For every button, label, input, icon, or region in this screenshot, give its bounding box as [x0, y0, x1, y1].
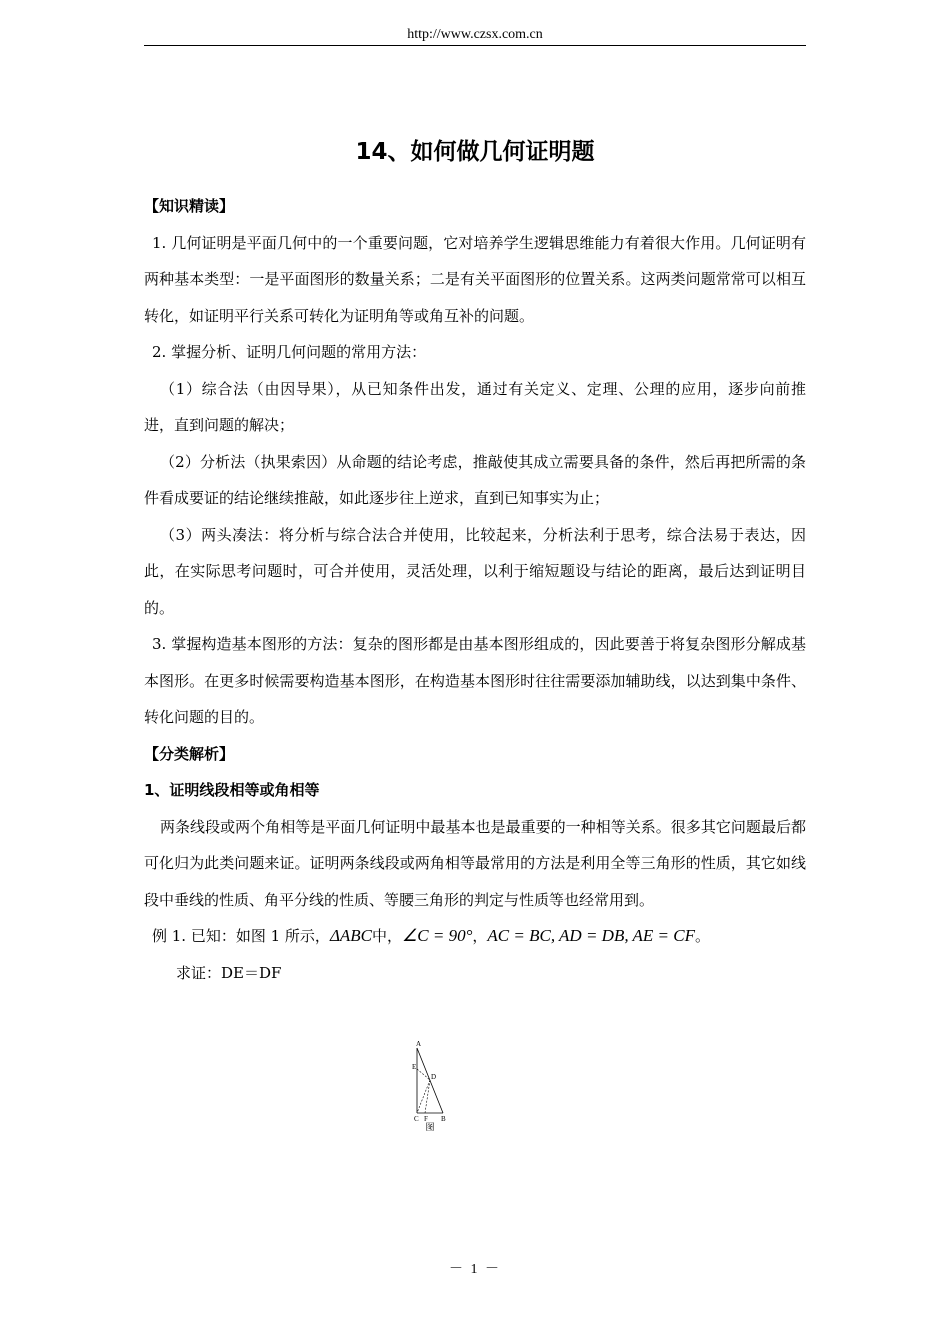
segment-ed [417, 1069, 430, 1080]
subsection-1-heading: 1、证明线段相等或角相等 [144, 781, 320, 799]
header-url: http://www.czsx.com.cn [407, 27, 543, 42]
page-number: － 1 － [449, 1262, 501, 1277]
segment-dc [417, 1080, 430, 1113]
requirement: 求证：DE＝DF [176, 963, 282, 982]
example-math-equalities: AC = BC, AD = DB, AE = CF [487, 926, 695, 945]
analysis-heading: 【分类解析】 [144, 744, 235, 763]
label-f: F [424, 1115, 428, 1123]
paragraph-2: 2. 掌握分析、证明几何问题的常用方法： [152, 343, 427, 361]
example-mid-2: ， [472, 927, 488, 945]
header-rule [144, 45, 806, 46]
paragraph-7: 两条线段或两个角相等是平面几何证明中最基本也是最重要的一种相等关系。很多其它问题最后都可化归为此类问题来证。证明两条线段或两角相等最常用的方法是利用全等三角形的性质，其它如线段中垂线的性质、角平分线的性质、等腰三角形的判定与性质等也经常用到。 [144, 817, 806, 909]
document-body [144, 188, 806, 991]
paragraph-5: （3）两头凑法：将分析与综合法合并使用，比较起来，分析法利于思考，综合法易于表达，因此，在实际思考问题时，可合并使用，灵活处理，以利于缩短题设与结论的距离，最后达到证明目的。 [144, 525, 806, 617]
label-d: D [431, 1073, 437, 1081]
paragraph-3: （1）综合法（由因导果），从已知条件出发，通过有关定义、定理、公理的应用，逐步向前推进，直到问题的解决； [144, 379, 806, 434]
label-b: B [441, 1115, 446, 1123]
label-a: A [416, 1040, 422, 1048]
figure-caption: 图 [425, 1123, 435, 1133]
example-mid-1: 中， [372, 927, 403, 945]
label-e: E [412, 1063, 417, 1071]
knowledge-heading: 【知识精读】 [144, 197, 235, 215]
paragraph-1: 1. 几何证明是平面几何中的一个重要问题，它对培养学生逻辑思维能力有着很大作用。几何证明有两种基本类型：一是平面图形的数量关系；二是有关平面图形的位置关系。这两类问题常常可以相互转化，如证明平行关系可转化为证明角等或角互补的问题。 [144, 233, 806, 325]
paragraph-4: （2）分析法（执果索因）从命题的结论考虑，推敲使其成立需要具备的条件，然后再把所需的条件看成要证的结论继续推敲，如此逐步往上逆求，直到已知事实为止； [144, 452, 806, 507]
example-1 [144, 918, 806, 955]
example-end: 。 [694, 927, 710, 945]
example-prefix: 例 1. 已知：如图 1 所示， [152, 927, 330, 945]
example-math-angle: ∠C = 90° [402, 926, 473, 945]
page-title: 14、如何做几何证明题 [355, 139, 595, 165]
label-c: C [414, 1115, 419, 1123]
paragraph-6: 3. 掌握构造基本图形的方法：复杂的图形都是由基本图形组成的，因此要善于将复杂图形分解成基本图形。在更多时候需要构造基本图形，在构造基本图形时往往需要添加辅助线，以达到集中条件、转化问题的目的。 [144, 635, 806, 726]
example-math-triangle: ΔABC [329, 926, 373, 945]
segment-df [425, 1080, 430, 1113]
